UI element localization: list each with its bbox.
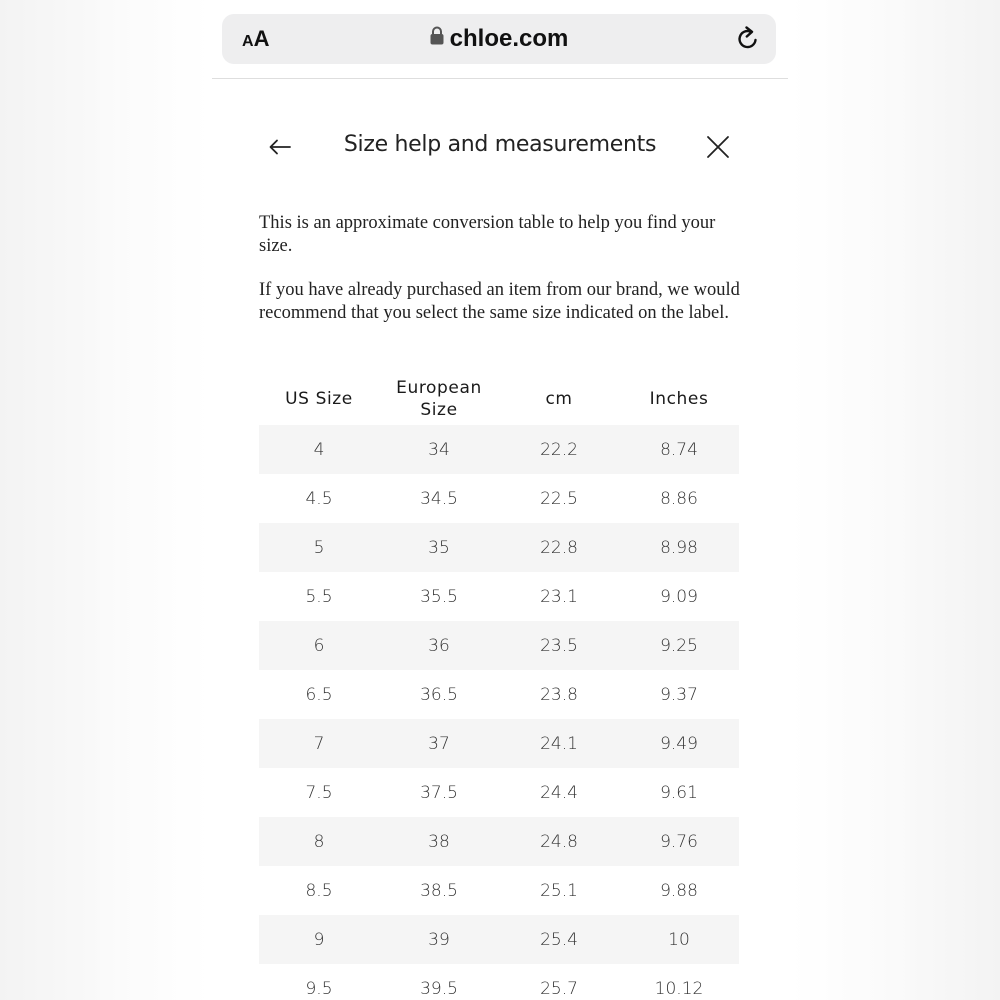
cell-in: 9.88 [660, 880, 698, 901]
cell-in: 8.98 [619, 523, 739, 572]
cell-cm: 23.5 [499, 621, 619, 670]
cell-us: 8.5 [305, 880, 333, 901]
cell-in: 9.61 [660, 782, 698, 803]
table-row [259, 572, 739, 621]
cell-eu: 37 [379, 719, 499, 768]
cell-cm: 25.1 [540, 880, 578, 901]
cell-cm: 24.8 [499, 817, 619, 866]
cell-cm: 25.7 [540, 978, 578, 999]
cell-us: 5 [259, 523, 379, 572]
intro-text: This is an approximate conversion table to help you find your size. [259, 213, 716, 256]
cell-in: 8.86 [660, 488, 698, 509]
header-european-size-text: European Size [396, 378, 482, 420]
header-us-size: US Size [285, 389, 353, 409]
cell-eu: 35.5 [420, 586, 458, 607]
cell-cm: 23.1 [540, 586, 578, 607]
url-display[interactable] [222, 25, 776, 53]
modal-title: Size help and measurements [343, 132, 657, 157]
table-row [259, 768, 739, 817]
header-european-size [379, 373, 499, 425]
cell-in: 9.49 [619, 719, 739, 768]
table-row [259, 474, 739, 523]
cell-us: 9.5 [305, 978, 333, 999]
cell-us: 6.5 [305, 684, 333, 705]
cell-us: 7.5 [305, 782, 333, 803]
cell-in: 10 [619, 915, 739, 964]
cell-in: 9.25 [619, 621, 739, 670]
url-text: chloe.com [449, 25, 569, 52]
intro-recommendation-text: If you have already purchased an item from our brand, we would recommend that you select the same size indicated on the label. [259, 280, 740, 323]
cell-eu: 36.5 [420, 684, 458, 705]
cell-us: 4.5 [305, 488, 333, 509]
table-row [259, 719, 739, 768]
header-cm: cm [545, 389, 573, 409]
size-conversion-table [259, 373, 739, 1000]
address-bar[interactable] [222, 14, 776, 64]
cell-cm: 23.8 [540, 684, 578, 705]
table-body [259, 425, 739, 1000]
lock-icon [430, 24, 444, 52]
cell-cm: 22.5 [540, 488, 578, 509]
cell-eu: 39 [379, 915, 499, 964]
cell-us: 8 [259, 817, 379, 866]
table-row [259, 523, 739, 572]
phone-screen [212, 0, 788, 1000]
cell-us: 5.5 [305, 586, 333, 607]
modal-header [212, 118, 788, 178]
cell-in: 8.74 [619, 425, 739, 474]
cell-eu: 38 [379, 817, 499, 866]
browser-toolbar [212, 0, 788, 79]
cell-in: 9.09 [660, 586, 698, 607]
cell-in: 9.76 [619, 817, 739, 866]
cell-in: 9.37 [660, 684, 698, 705]
cell-us: 4 [259, 425, 379, 474]
cell-cm: 24.1 [499, 719, 619, 768]
table-row [259, 425, 739, 474]
table-header-row [259, 373, 739, 425]
reload-icon[interactable] [736, 26, 760, 57]
reader-settings-button[interactable]: AA [242, 26, 270, 51]
cell-eu: 38.5 [420, 880, 458, 901]
table-row [259, 915, 739, 964]
cell-cm: 22.8 [499, 523, 619, 572]
table-row [259, 964, 739, 1000]
cell-eu: 36 [379, 621, 499, 670]
cell-eu: 34.5 [420, 488, 458, 509]
table-row [259, 817, 739, 866]
table-row [259, 866, 739, 915]
cell-in: 10.12 [654, 978, 704, 999]
cell-eu: 35 [379, 523, 499, 572]
cell-cm: 24.4 [540, 782, 578, 803]
close-icon[interactable] [706, 135, 730, 164]
cell-eu: 39.5 [420, 978, 458, 999]
cell-us: 6 [259, 621, 379, 670]
cell-us: 9 [259, 915, 379, 964]
table-row [259, 621, 739, 670]
table-row [259, 670, 739, 719]
header-inches: Inches [649, 389, 709, 409]
cell-cm: 22.2 [499, 425, 619, 474]
cell-cm: 25.4 [499, 915, 619, 964]
cell-eu: 34 [379, 425, 499, 474]
cell-us: 7 [259, 719, 379, 768]
cell-eu: 37.5 [420, 782, 458, 803]
